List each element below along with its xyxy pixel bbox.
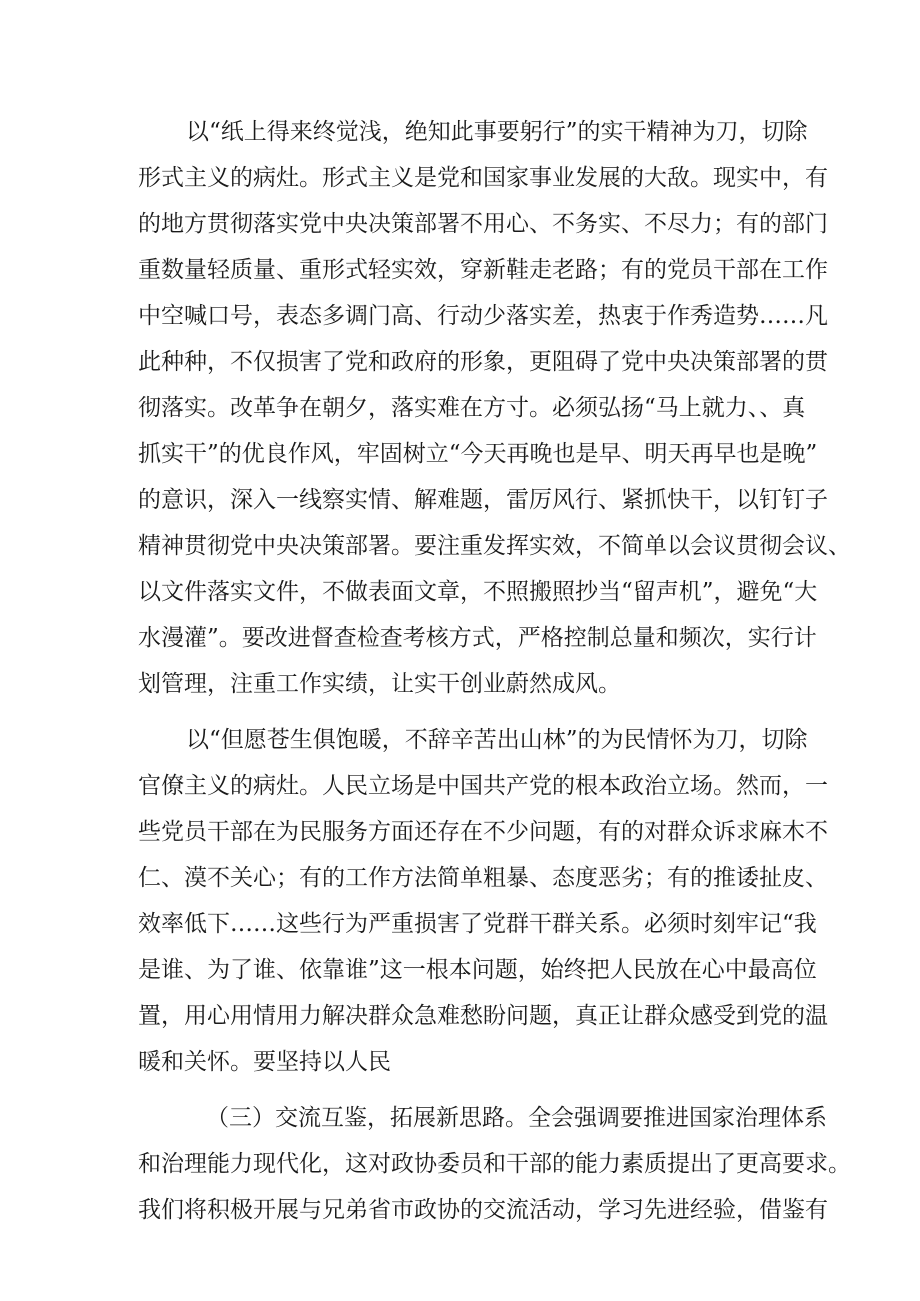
paragraph-2-line-5: 效率低下……这些行为严重损害了党群干群关系。必须时刻牢记“我 [138, 911, 817, 937]
paragraph-1-line-3: 的地方贯彻落实党中央决策部署不用心、不务实、不尽力；有的部门 [138, 211, 828, 237]
paragraph-1-line-6: 此种种，不仅损害了党和政府的形象，更阻碍了党中央决策部署的贯 [138, 349, 828, 375]
paragraph-1-line-1: 以“纸上得来终觉浅，绝知此事要躬行”的实干精神为刀，切除 [186, 119, 808, 145]
paragraph-3-line-1: （三）交流互鉴，拓展新思路。全会强调要推进国家治理体系 [206, 1105, 827, 1131]
paragraph-1-line-8: 抓实干”的优良作风，牢固树立“今天再晚也是早、明天再早也是晚” [138, 441, 818, 467]
paragraph-1-line-9: 的意识，深入一线察实情、解难题，雷厉风行、紧抓快干，以钉钉子 [138, 487, 828, 513]
paragraph-2-line-4: 仁、漠不关心；有的工作方法简单粗暴、态度恶劣；有的推诿扯皮、 [138, 865, 828, 891]
paragraph-3-line-3: 我们将积极开展与兄弟省市政协的交流活动，学习先进经验，借鉴有 [138, 1197, 828, 1223]
paragraph-2-line-3: 些党员干部在为民服务方面还存在不少问题，有的对群众诉求麻木不 [138, 819, 828, 845]
paragraph-2-line-7: 置，用心用情用力解决群众急难愁盼问题，真正让群众感受到党的温 [138, 1003, 828, 1029]
paragraph-2-line-1: 以“但愿苍生俱饱暖，不辞辛苦出山林”的为民情怀为刀，切除 [186, 727, 808, 753]
paragraph-1-line-13: 划管理，注重工作实绩，让实干创业蔚然成风。 [138, 671, 621, 697]
paragraph-1-line-12: 水漫灌”。要改进督查检查考核方式，严格控制总量和频次，实行计 [138, 625, 817, 651]
paragraph-2-line-8: 暖和关怀。要坚持以人民 [138, 1049, 391, 1075]
paragraph-1-line-10: 精神贯彻党中央决策部署。要注重发挥实效，不简单以会议贯彻会议、 [138, 533, 851, 559]
paragraph-1-line-2: 形式主义的病灶。形式主义是党和国家事业发展的大敌。现实中，有 [138, 165, 828, 191]
paragraph-2-line-6: 是谁、为了谁、依靠谁”这一根本问题，始终把人民放在心中最高位 [138, 957, 817, 983]
paragraph-1-line-7: 彻落实。改革争在朝夕，落实难在方寸。必须弘扬“马上就力、、真 [138, 395, 806, 421]
paragraph-1-line-4: 重数量轻质量、重形式轻实效，穿新鞋走老路；有的党员干部在工作 [138, 257, 828, 283]
paragraph-3-line-2: 和治理能力现代化，这对政协委员和干部的能力素质提出了更高要求。 [138, 1151, 851, 1177]
paragraph-1-line-11: 以文件落实文件，不做表面文章，不照搬照抄当“留声机”，避免“大 [138, 579, 818, 605]
paragraph-2-line-2: 官僚主义的病灶。人民立场是中国共产党的根本政治立场。然而，一 [138, 773, 828, 799]
paragraph-1-line-5: 中空喊口号，表态多调门高、行动少落实差，热衷于作秀造势……凡 [138, 303, 828, 329]
